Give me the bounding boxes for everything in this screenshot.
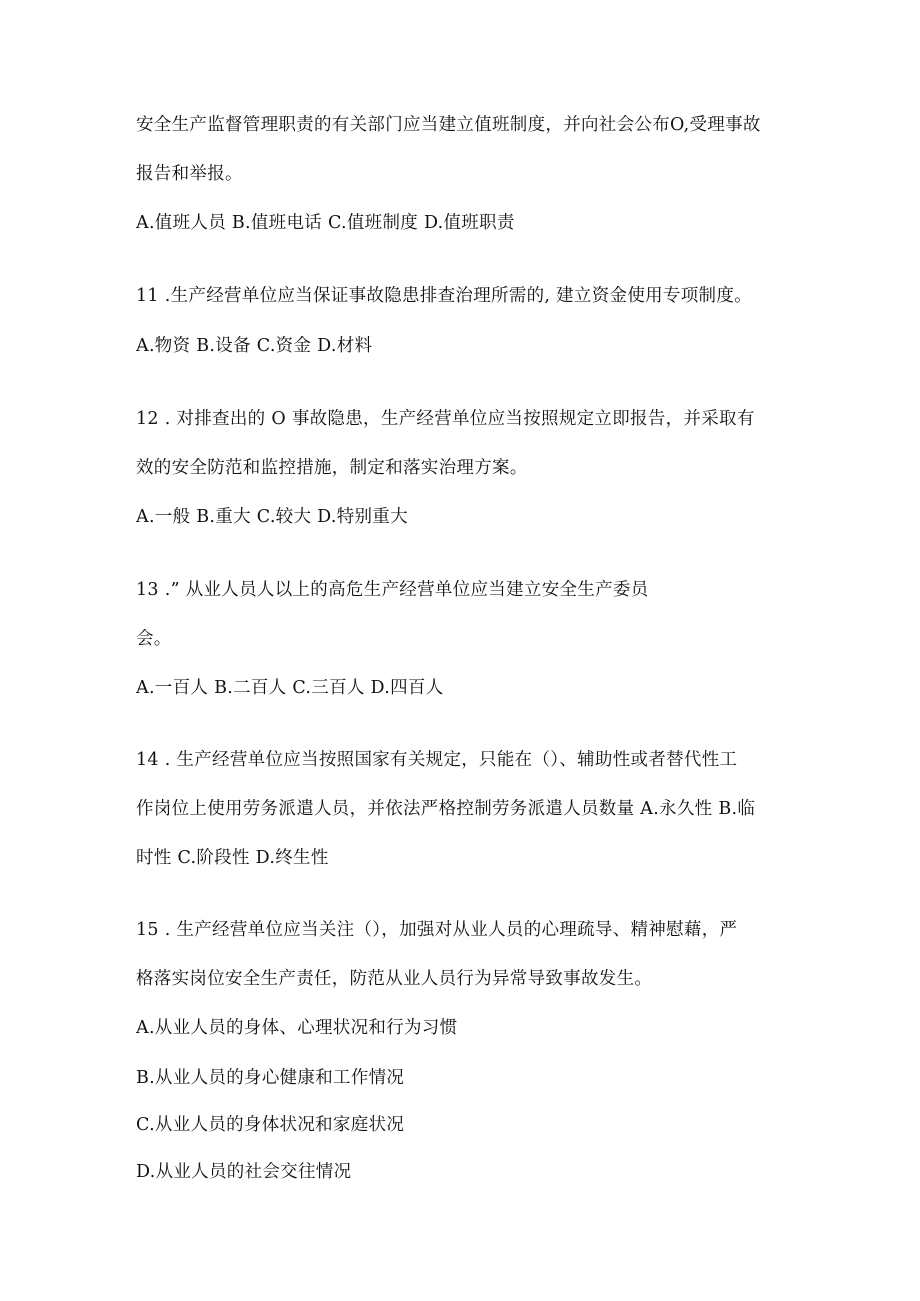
q14-stem-line-3: 时性 C.阶段性 D.终生性 [136,848,329,868]
q12-stem-line-2: 效的安全防范和监控措施，制定和落实治理方案。 [136,458,528,478]
q13-stem-line-1: 13 .” 从业人员人以上的高危生产经营单位应当建立安全生产委员 [136,580,649,600]
q10-stem-line-2: 报告和举报。 [136,164,243,184]
q14-stem-line-2: 作岗位上使用劳务派遣人员，并依法严格控制劳务派遣人员数量 A.永久性 B.临 [136,799,756,819]
q15-option-d: D.从业人员的社会交往情况 [136,1162,352,1182]
q14-stem-line-1: 14 . 生产经营单位应当按照国家有关规定，只能在（）、辅助性或者替代性工 [136,750,738,770]
q13-stem-line-2: 会。 [136,629,172,649]
q13-options: A.一百人 B.二百人 C.三百人 D.四百人 [136,678,444,698]
q10-options: A.值班人员 B.值班电话 C.值班制度 D.值班职责 [136,213,515,233]
q15-option-c: C.从业人员的身体状况和家庭状况 [136,1115,405,1135]
q10-stem-line-1: 安全生产监督管理职责的有关部门应当建立值班制度，并向社会公布O,受理事故 [136,115,761,135]
q12-stem-line-1: 12 . 对排查出的 O 事故隐患，生产经营单位应当按照规定立即报告，并采取有 [136,409,755,429]
q11-options: A.物资 B.设备 C.资金 D.材料 [136,336,373,356]
q15-option-b: B.从业人员的身心健康和工作情况 [136,1068,405,1088]
q15-stem-line-1: 15 . 生产经营单位应当关注（），加强对从业人员的心理疏导、精神慰藉，严 [136,920,738,940]
q15-stem-line-2: 格落实岗位安全生产责任，防范从业人员行为异常导致事故发生。 [136,969,653,989]
q11-stem-line-1: 11 .生产经营单位应当保证事故隐患排查治理所需的, 建立资金使用专项制度。 [136,286,752,306]
q15-option-a: A.从业人员的身体、心理状况和行为习惯 [136,1018,458,1038]
q12-options: A.一般 B.重大 C.较大 D.特别重大 [136,507,408,527]
